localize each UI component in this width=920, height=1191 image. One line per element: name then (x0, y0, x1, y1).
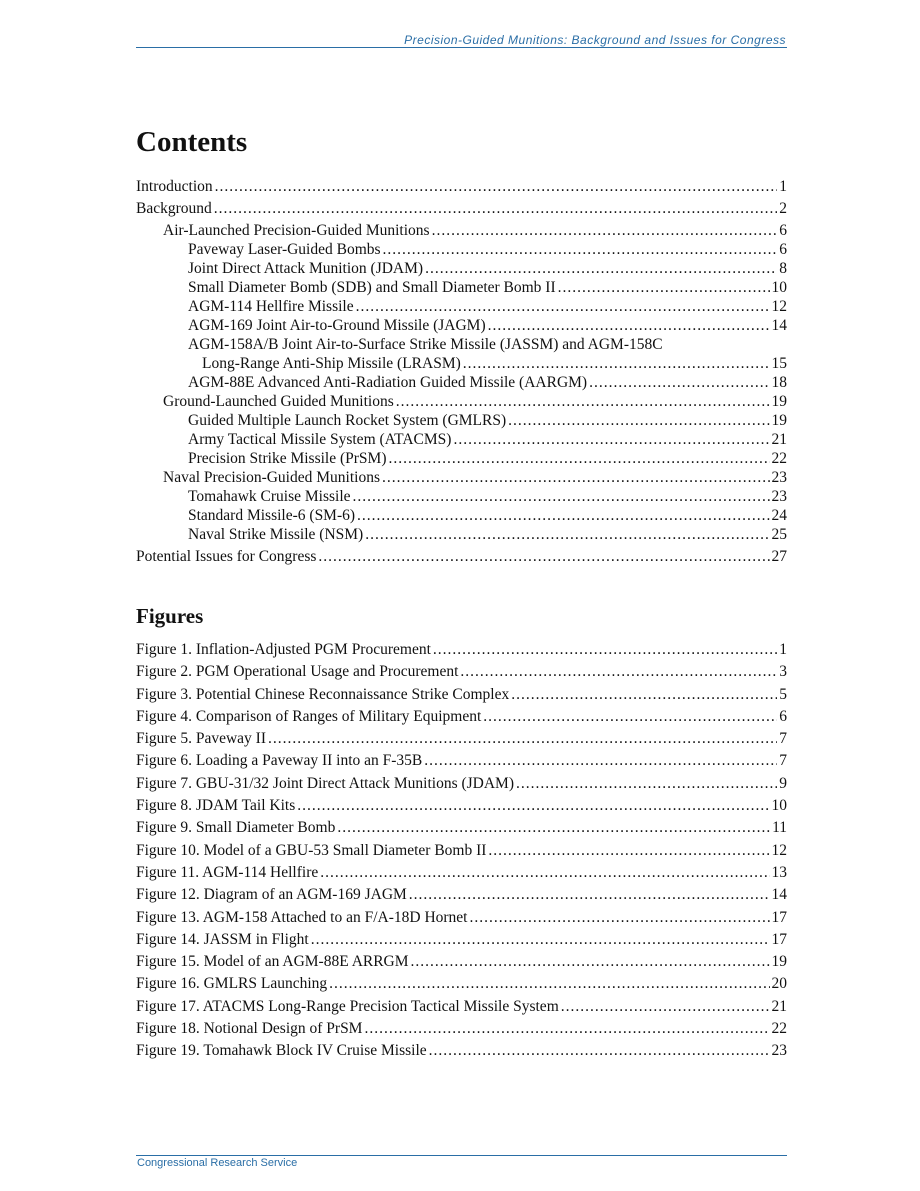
toc-entry-naval[interactable] (136, 468, 787, 487)
leader-dots (470, 908, 770, 927)
figure-entry-page: 20 (771, 975, 787, 993)
leader-dots (511, 685, 777, 704)
figure-entry[interactable] (136, 751, 787, 770)
leader-dots (311, 930, 770, 949)
toc-entry-page: 8 (779, 260, 787, 277)
leader-dots (483, 707, 777, 726)
toc-entry-page: 14 (771, 317, 787, 334)
toc-entry-title: AGM-114 Hellfire Missile (188, 298, 354, 315)
figure-entry[interactable] (136, 662, 787, 681)
toc-entry-title: Guided Multiple Launch Rocket System (GMLRS) (188, 412, 507, 429)
leader-dots (508, 411, 769, 430)
toc-entry-title: Naval Strike Missile (NSM) (188, 526, 364, 543)
toc-entry-introduction[interactable] (136, 177, 787, 196)
toc-entry-page: 1 (779, 178, 787, 195)
footer-rule (136, 1155, 787, 1156)
toc-entry-atacms[interactable] (136, 430, 787, 449)
figure-entry-page: 11 (772, 819, 787, 837)
toc-entry-jagm[interactable] (136, 316, 787, 335)
toc-entry-page: 25 (771, 526, 787, 543)
figure-entry[interactable] (136, 796, 787, 815)
leader-dots (488, 841, 769, 860)
figure-entry-title: Figure 13. AGM-158 Attached to an F/A-18D Hornet (136, 908, 468, 926)
leader-dots (215, 177, 778, 196)
contents-heading: Contents (136, 126, 248, 158)
toc-entry-title: AGM-169 Joint Air-to-Ground Missile (JAGM) (188, 317, 486, 334)
leader-dots (432, 221, 778, 240)
toc-entry-aargm[interactable] (136, 373, 787, 392)
figure-entry[interactable] (136, 818, 787, 837)
leader-dots (453, 430, 769, 449)
leader-dots (561, 997, 770, 1016)
toc-entry-title: Small Diameter Bomb (SDB) and Small Diameter Bomb II (188, 279, 556, 296)
leader-dots (460, 662, 777, 681)
leader-dots (396, 392, 770, 411)
figure-entry-title: Figure 5. Paveway II (136, 730, 266, 748)
figures-list (136, 640, 787, 1064)
figure-entry-page: 10 (771, 797, 787, 815)
toc-entry-title: Potential Issues for Congress (136, 548, 317, 565)
figure-entry-title: Figure 6. Loading a Paveway II into an F-35B (136, 752, 423, 770)
toc-entry-hellfire[interactable] (136, 297, 787, 316)
toc-entry-title: Standard Missile-6 (SM-6) (188, 507, 356, 524)
figure-entry-title: Figure 11. AGM-114 Hellfire (136, 863, 319, 881)
toc-entry-prsm[interactable] (136, 449, 787, 468)
toc-entry-page: 12 (771, 298, 787, 315)
figure-entry-title: Figure 16. GMLRS Launching (136, 975, 328, 993)
leader-dots (382, 468, 770, 487)
figure-entry[interactable] (136, 707, 787, 726)
figure-entry-title: Figure 10. Model of a GBU-53 Small Diameter Bomb II (136, 841, 487, 859)
figure-entry[interactable] (136, 841, 787, 860)
toc-entry-page: 21 (771, 431, 787, 448)
toc-entry-page: 22 (771, 450, 787, 467)
figure-entry[interactable] (136, 774, 787, 793)
toc-entry-title: AGM-88E Advanced Anti-Radiation Guided Missile (AARGM) (188, 374, 588, 391)
leader-dots (425, 259, 777, 278)
leader-dots (383, 240, 778, 259)
toc-entry-title: Long-Range Anti-Ship Missile (LRASM) (202, 355, 461, 372)
toc-entry-page: 18 (771, 374, 787, 391)
figure-entry[interactable] (136, 952, 787, 971)
toc-entry-title: Paveway Laser-Guided Bombs (188, 241, 381, 258)
figure-entry-title: Figure 9. Small Diameter Bomb (136, 819, 336, 837)
figure-entry-title: Figure 8. JDAM Tail Kits (136, 797, 296, 815)
leader-dots (409, 885, 770, 904)
toc-entry-page: 15 (771, 355, 787, 372)
leader-dots (463, 354, 770, 373)
figure-entry-page: 23 (771, 1042, 787, 1060)
toc-entry-page: 27 (771, 548, 787, 565)
leader-dots (589, 373, 769, 392)
leader-dots (353, 487, 770, 506)
figure-entry-page: 19 (771, 953, 787, 971)
figure-entry-title: Figure 7. GBU-31/32 Joint Direct Attack Munitions (JDAM) (136, 774, 515, 792)
running-header: Precision-Guided Munitions: Background and Issues for Congress (404, 33, 786, 47)
figure-entry[interactable] (136, 997, 787, 1016)
figure-entry-page: 13 (771, 863, 787, 881)
leader-dots (389, 449, 770, 468)
leader-dots (365, 525, 769, 544)
leader-dots (356, 297, 770, 316)
figure-entry-page: 17 (771, 908, 787, 926)
toc-entry-page: 6 (779, 222, 787, 239)
figure-entry[interactable] (136, 863, 787, 882)
figure-entry-title: Figure 3. Potential Chinese Reconnaissance Strike Complex (136, 685, 510, 703)
figure-entry[interactable] (136, 640, 787, 659)
figure-entry-title: Figure 19. Tomahawk Block IV Cruise Missile (136, 1042, 427, 1060)
toc-entry-potential-issues[interactable] (136, 547, 787, 566)
leader-dots (318, 547, 769, 566)
figure-entry[interactable] (136, 729, 787, 748)
leader-dots (337, 818, 770, 837)
figures-heading: Figures (136, 604, 204, 628)
toc-entry-lrasm[interactable] (136, 354, 787, 373)
toc-entry-title: Joint Direct Attack Munition (JDAM) (188, 260, 424, 277)
figure-entry[interactable] (136, 1019, 787, 1038)
leader-dots (558, 278, 770, 297)
figure-entry-page: 7 (779, 730, 787, 748)
figure-entry-title: Figure 18. Notional Design of PrSM (136, 1020, 363, 1038)
figure-entry-page: 14 (771, 886, 787, 904)
toc-entry-page: 19 (771, 412, 787, 429)
leader-dots (268, 729, 777, 748)
figure-entry-page: 7 (779, 752, 787, 770)
toc-entry-title: Precision Strike Missile (PrSM) (188, 450, 387, 467)
toc-entry-title: Naval Precision-Guided Munitions (163, 469, 380, 486)
contents-list (136, 174, 787, 569)
toc-entry-sm6[interactable] (136, 506, 787, 525)
figure-entry[interactable] (136, 908, 787, 927)
figure-entry-title: Figure 12. Diagram of an AGM-169 JAGM (136, 886, 407, 904)
figure-entry-page: 1 (779, 641, 787, 658)
leader-dots (516, 774, 777, 793)
toc-entry-page: 6 (779, 241, 787, 258)
figure-entry-page: 21 (771, 997, 787, 1015)
running-footer: Congressional Research Service (137, 1157, 298, 1169)
figure-entry-page: 5 (779, 685, 787, 703)
toc-entry-jdam[interactable] (136, 259, 787, 278)
figure-entry-title: Figure 1. Inflation-Adjusted PGM Procurement (136, 641, 431, 658)
toc-entry-title: Introduction (136, 178, 213, 195)
figure-entry[interactable] (136, 930, 787, 949)
leader-dots (411, 952, 770, 971)
header-rule (136, 47, 787, 48)
toc-entry-sdb[interactable] (136, 278, 787, 297)
toc-entry-nsm[interactable] (136, 525, 787, 544)
figure-entry-title: Figure 4. Comparison of Ranges of Military Equipment (136, 707, 482, 725)
toc-entry-paveway[interactable] (136, 240, 787, 259)
figure-entry[interactable] (136, 974, 787, 993)
toc-entry-page: 10 (771, 279, 787, 296)
leader-dots (429, 1041, 770, 1060)
toc-entry-tomahawk[interactable] (136, 487, 787, 506)
leader-dots (364, 1019, 769, 1038)
leader-dots (488, 316, 770, 335)
leader-dots (424, 751, 777, 770)
figure-entry-page: 9 (779, 774, 787, 792)
leader-dots (433, 640, 777, 659)
toc-entry-title: Air-Launched Precision-Guided Munitions (163, 222, 430, 239)
figure-entry-page: 22 (771, 1020, 787, 1038)
figure-entry-title: Figure 2. PGM Operational Usage and Procurement (136, 663, 459, 681)
toc-entry-jassm-line1[interactable]: AGM-158A/B Joint Air-to-Surface Strike Missile (JASSM) and AGM-158C (188, 336, 663, 353)
toc-entry-air-launched[interactable] (136, 221, 787, 240)
toc-entry-page: 24 (771, 507, 787, 524)
figure-entry-page: 6 (779, 707, 787, 725)
figure-entry-title: Figure 14. JASSM in Flight (136, 930, 309, 948)
toc-entry-title: Army Tactical Missile System (ATACMS) (188, 431, 452, 448)
leader-dots (214, 199, 777, 218)
toc-entry-background[interactable] (136, 199, 787, 218)
leader-dots (320, 863, 769, 882)
toc-entry-gmlrs[interactable] (136, 411, 787, 430)
figure-entry-page: 17 (771, 930, 787, 948)
toc-entry-page: 23 (771, 469, 787, 486)
figure-entry[interactable] (136, 685, 787, 704)
toc-entry-title: Ground-Launched Guided Munitions (163, 393, 394, 410)
leader-dots (329, 974, 769, 993)
toc-entry-title: Background (136, 200, 212, 217)
toc-entry-page: 23 (771, 488, 787, 505)
toc-entry-page: 19 (771, 393, 787, 410)
leader-dots (297, 796, 769, 815)
figure-entry-page: 12 (771, 841, 787, 859)
figure-entry-title: Figure 15. Model of an AGM-88E ARRGM (136, 953, 409, 971)
toc-entry-page: 2 (779, 200, 787, 217)
figure-entry-title: Figure 17. ATACMS Long-Range Precision Tactical Missile System (136, 997, 559, 1015)
figure-entry[interactable] (136, 885, 787, 904)
toc-entry-title: Tomahawk Cruise Missile (188, 488, 351, 505)
figure-entry-page: 3 (779, 663, 787, 681)
figure-entry[interactable] (136, 1041, 787, 1060)
leader-dots (357, 506, 769, 525)
toc-entry-ground-launched[interactable] (136, 392, 787, 411)
